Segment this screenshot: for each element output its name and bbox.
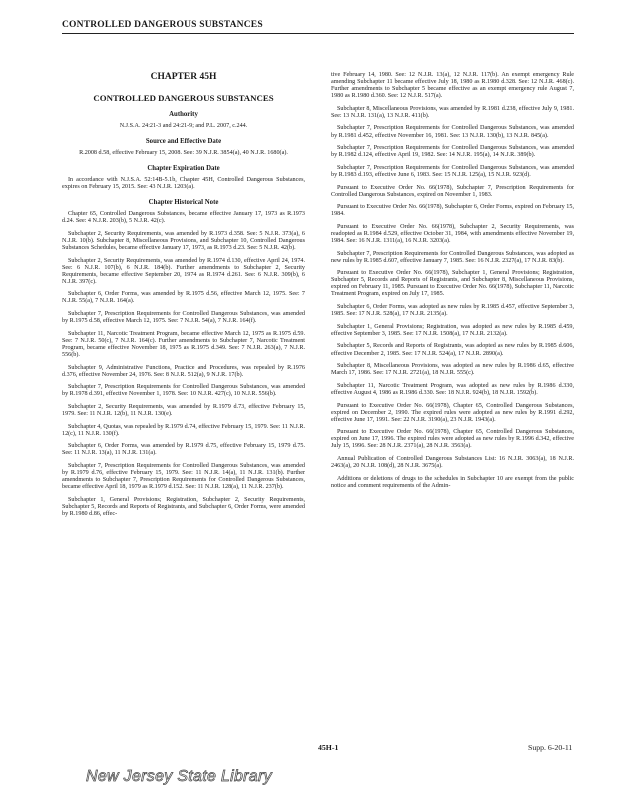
paragraph: Subchapter 7, Prescription Requirements for Controlled Dangerous Substances, was adopted as new rules by R.1985 d.607, effective January 7, 1985. See: 16 N.J.R. 2327(a), 17 N.J.R. 83(b).	[331, 250, 574, 264]
section-heading: Authority	[169, 111, 198, 118]
paragraph: Subchapter 8, Miscellaneous Provisions, was adopted as new rules by R.1986 d.65, effective March 17, 1986. See: 17 N.J.R. 2721(a), 18 N.J.R. 555(c).	[331, 363, 574, 377]
paragraph: Subchapter 8, Miscellaneous Provisions, was amended by R.1981 d.238, effective July 9, 1981. See: 13 N.J.R. 131(a), 13 N.J.R. 411(b).	[331, 105, 574, 119]
paragraph: Pursuant to Executive Order No. 66(1978), Chapter 65, Controlled Dangerous Substances, expired on December 2, 1990. The expired rules were adopted as new rules by R.1991 d.292, effective June 17, 1991. See: 22 N.J.R. 3190(a), 23 N.J.R. 1943(a).	[331, 402, 574, 423]
paragraph: In accordance with N.J.S.A. 52:14B-5.1b, Chapter 45H, Controlled Dangerous Substances, expires on February 15, 2015. See: 43 N.J.R. 1203(a).	[62, 177, 305, 191]
section-heading: Chapter Expiration Date	[147, 165, 220, 173]
paragraph: Additions or deletions of drugs to the schedules in Subchapter 10 are exempt from the public notice and comment requirements of the Admin-	[331, 475, 574, 489]
chapter-subtitle: CONTROLLED DANGEROUS SUBSTANCES	[93, 93, 274, 103]
paragraph: Subchapter 2, Security Requirements, was amended by R.1973 d.358. See: 5 N.J.R. 373(a), 6 N.J.R. 10(b). Subchapter 8, Miscellaneous Provisions, and Subchapter 10, Controlled Dangerous Substances Schedules, became effective January 17, 1973, as R.1973 d.23. See: 5 N.J.R. 42(b).	[62, 230, 305, 251]
paragraph: Subchapter 7, Prescription Requirements for Controlled Dangerous Substances, was amended by R.1979 d.76, effective February 15, 1979. See: 11 N.J.R. 14(a), 11 N.J.R. 131(b). Further amendments to Subchapter 7, Prescription Requirements for Controlled Dangerous Substances, became effective April 18, 1979 as R.1979 d.152. See: 11 N.J.R. 128(a), 11 N.J.R. 237(b).	[62, 462, 305, 491]
paragraph: Subchapter 11, Narcotic Treatment Program, became effective March 12, 1975 as R.1975 d.59. See: 7 N.J.R. 50(c), 7 N.J.R. 164(c). Further amendments to Subchapter 7, Narcotic Treatment Program, became effective November 18, 1975 as R.1975 d.349. See: 7 N.J.R. 263(a), 7 N.J.R. 556(b).	[62, 330, 305, 358]
left-column	[62, 72, 305, 524]
paragraph: Subchapter 7, Prescription Requirements for Controlled Dangerous Substances, was amended by R.1975 d.58, effective March 12, 1975. See: 7 N.J.R. 54(a), 7 N.J.R. 164(f).	[62, 311, 305, 325]
paragraph: Subchapter 9, Administrative Functions, Practice and Procedures, was repealed by R.1976 d.376, effective November 24, 1976. See: 8 N.J.R. 512(a), 9 N.J.R. 17(b).	[62, 364, 305, 378]
paragraph: Annual Publication of Controlled Dangerous Substances List: 16 N.J.R. 3063(a), 18 N.J.R. 2463(a), 20 N.J.R. 108(d), 28 N.J.R. 3675(a).	[331, 456, 574, 470]
running-header: CONTROLLED DANGEROUS SUBSTANCES	[62, 20, 263, 30]
paragraph: Pursuant to Executive Order No. 66(1978), Chapter 65, Controlled Dangerous Substances, expired on June 17, 1996. The expired rules were adopted as new rules by R.1996 d.342, effective July 15, 1996. See: 28 N.J.R. 2371(a), 28 N.J.R. 3563(a).	[331, 429, 574, 450]
paragraph: Pursuant to Executive Order No. 66(1978), Subchapter 2, Security Requirements, was readopted as R.1984 d.529, effective October 31, 1984, with amendments effective November 19, 1984. See: 16 N.J.R. 1311(a), 16 N.J.R. 3203(a).	[331, 223, 574, 244]
paragraph: Chapter 65, Controlled Dangerous Substances, became effective January 17, 1973 as R.1973 d.24. See: 4 N.J.R. 203(b), 5 N.J.R. 42(c).	[62, 211, 305, 225]
paragraph: N.J.S.A. 24:21-3 and 24:21-9; and P.L. 2007, c.244.	[119, 123, 248, 129]
paragraph: Subchapter 11, Narcotic Treatment Program, was adopted as new rules by R.1986 d.330, effective August 4, 1986 as R.1986 d.330. See: 18 N.J.R. 924(b), 18 N.J.R. 1592(b).	[331, 382, 574, 396]
paragraph: Subchapter 4, Quotas, was repealed by R.1979 d.74, effective February 15, 1979. See: 11 N.J.R. 12(c), 11 N.J.R. 130(f).	[62, 423, 305, 437]
paragraph: Subchapter 1, General Provisions; Registration, was adopted as new rules by R.1985 d.459, effective September 3, 1985. See: 17 N.J.R. 1508(a), 17 N.J.R. 2132(a).	[331, 323, 574, 337]
paragraph: Pursuant to Executive Order No. 66(1978), Subchapter 1, General Provisions; Registration, Subchapter 5, Records and Reports of Registrants, and Subchapter 8, Miscellaneous Provisions, expired on February 11, 1985. Pursuant to Executive Order No. 66(1978), Subchapter 11, Narcotic Treatment Program, expired on July 17, 1985.	[331, 270, 574, 298]
section-heading: Source and Effective Date	[145, 138, 222, 146]
paragraph: tive February 14, 1980. See: 12 N.J.R. 13(a), 12 N.J.R. 117(b). An exempt emergency Rule amending Subchapter 11 became effective July 18, 1980 as R.1980 d.328. See: 12 N.J.R. 468(c). Further amendments to Subchapter 5 became effective as an exempt emergency rule August 7, 1980 as R.1980 d.360. See: 12 N.J.R. 517(a).	[331, 72, 574, 100]
paragraph: R.2008 d.58, effective February 15, 2008. See: 39 N.J.R. 3854(a), 40 N.J.R. 1680(a).	[79, 150, 288, 157]
paragraph: Subchapter 5, Records and Reports of Registrants, was adopted as new rules by R.1985 d.606, effective December 2, 1985. See: 17 N.J.R. 524(a), 17 N.J.R. 2890(a).	[331, 343, 574, 357]
paragraph: Subchapter 6, Order Forms, was adopted as new rules by R.1985 d.457, effective September 3, 1985. See: 17 N.J.R. 528(a), 17 N.J.R. 2135(a).	[331, 304, 574, 318]
paragraph: Pursuant to Executive Order No. 66(1978), Subchapter 6, Order Forms, expired on February 15, 1984.	[331, 204, 574, 218]
chapter-title: CHAPTER 45H	[150, 72, 217, 82]
paragraph: Subchapter 1, General Provisions; Registration, Subchapter 2, Security Requirements, Subchapter 5, Records and Reports of Registrants, and Subchapter 6, Order Forms, were amended by R.1980 d.86, effec-	[62, 496, 305, 517]
paragraph: Pursuant to Executive Order No. 66(1978), Subchapter 7, Prescription Requirements for Controlled Dangerous Substances, expired on November 1, 1983.	[331, 184, 574, 198]
supplement-date: Supp. 6-20-11	[528, 743, 573, 752]
paragraph: Subchapter 2, Security Requirements, was amended by R.1974 d.130, effective April 24, 1974. See: 6 N.J.R. 107(b), 6 N.J.R. 184(b). Further amendments to Subchapter 2, Security Requirements, became effective September 20, 1974 as R.1974 d.261. See: 6 N.J.R. 309(b), 6 N.J.R. 397(c).	[62, 257, 305, 285]
right-column	[331, 72, 574, 495]
paragraph: Subchapter 6, Order Forms, was amended by R.1979 d.75, effective February 15, 1979 d.75. See: 11 N.J.R. 13(a), 11 N.J.R. 131(a).	[62, 443, 305, 457]
library-watermark: New Jersey State Library	[86, 768, 272, 785]
paragraph: Subchapter 7, Prescription Requirements for Controlled Dangerous Substances, was amended by R.1978 d.391, effective November 1, 1978. See: 10 N.J.R. 427(c), 10 N.J.R. 556(b).	[62, 384, 305, 398]
right-column-body	[331, 72, 574, 490]
left-column-body	[62, 111, 305, 518]
paragraph: Subchapter 6, Order Forms, was amended by R.1975 d.56, effective March 12, 1975. See: 7 N.J.R. 55(a), 7 N.J.R. 164(a).	[62, 291, 305, 305]
paragraph: Subchapter 7, Prescription Requirements for Controlled Dangerous Substances, was amended by R.1981 d.452, effective November 16, 1981. See: 13 N.J.R. 130(b), 13 N.J.R. 845(a).	[331, 125, 574, 139]
paragraph: Subchapter 7, Prescription Requirements for Controlled Dangerous Substances, was amended by R.1983 d.193, effective June 6, 1983. See: 15 N.J.R. 125(a), 15 N.J.R. 923(d).	[331, 164, 574, 178]
section-heading: Chapter Historical Note	[148, 199, 219, 207]
header-rule	[62, 33, 574, 34]
page-number: 45H-1	[318, 743, 339, 752]
paragraph: Subchapter 7, Prescription Requirements for Controlled Dangerous Substances, was amended by R.1982 d.124, effective April 19, 1982. See: 14 N.J.R. 195(a), 14 N.J.R. 389(b).	[331, 145, 574, 159]
paragraph: Subchapter 2, Security Requirements, was amended by R.1979 d.73, effective February 15, 1979. See: 11 N.J.R. 12(b), 11 N.J.R. 130(e).	[62, 403, 305, 417]
